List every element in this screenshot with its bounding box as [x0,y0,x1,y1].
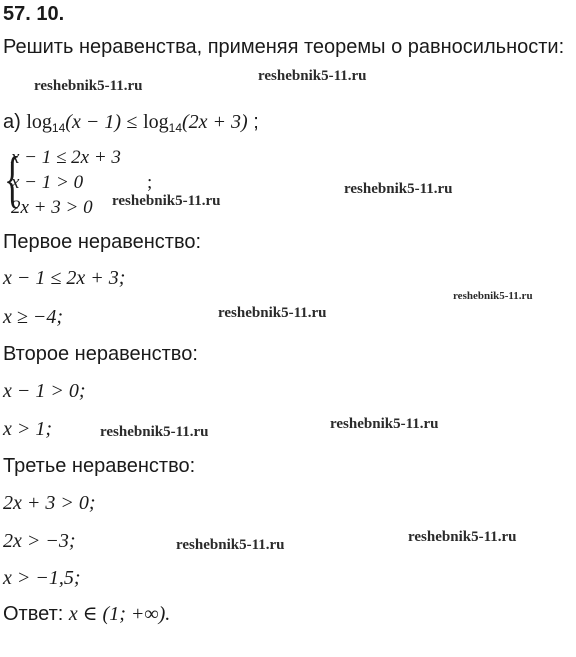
watermark: reshebnik5-11.ru [176,537,285,553]
watermark: reshebnik5-11.ru [218,305,327,321]
third-step-3: x > −1,5; [3,567,81,589]
system-row-3: 2x + 3 > 0 [11,197,93,218]
system-semicolon: ; [147,172,153,193]
system-row-1: x − 1 ≤ 2x + 3 [11,147,121,168]
first-inequality-label: Первое неравенство: [3,231,202,253]
log-rhs-base: 14 [168,121,183,135]
instruction-text: Решить неравенства, применяя теоремы о равносильности: [3,36,565,58]
answer-line [3,602,170,626]
watermark: reshebnik5-11.ru [453,290,533,302]
watermark: reshebnik5-11.ru [112,193,221,209]
log-lhs-base: 14 [51,121,66,135]
second-step-2: x > 1; [3,418,53,440]
third-step-1: 2x + 3 > 0; [3,492,96,514]
second-inequality-label: Второе неравенство: [3,343,198,365]
part-a-semicolon: ; [253,111,259,133]
log-rhs-arg: (2x + 3) [182,111,248,133]
task-number: 57. 10. [3,3,65,25]
part-a-prefix: а) [3,111,21,133]
third-inequality-label: Третье неравенство: [3,455,196,477]
system-row-2: x − 1 > 0 [11,172,84,193]
watermark: reshebnik5-11.ru [330,416,439,432]
watermark: reshebnik5-11.ru [100,424,209,440]
watermark: reshebnik5-11.ru [408,529,517,545]
answer-value: x ∈ (1; +∞). [68,603,171,625]
log-lhs-arg: (x − 1) [65,111,121,133]
second-step-1: x − 1 > 0; [3,380,86,402]
log-rhs: log [143,111,169,133]
first-step-1: x − 1 ≤ 2x + 3; [3,267,126,289]
third-step-2: 2x > −3; [3,530,76,552]
inequality-op: ≤ [126,111,138,133]
watermark: reshebnik5-11.ru [344,181,453,197]
watermark: reshebnik5-11.ru [34,78,143,94]
answer-label: Ответ: [3,603,64,625]
watermark: reshebnik5-11.ru [258,68,367,84]
log-lhs: log [26,111,52,133]
system-brace: { [4,143,21,214]
first-step-2: x ≥ −4; [3,306,64,328]
part-a-inequality [3,110,259,140]
